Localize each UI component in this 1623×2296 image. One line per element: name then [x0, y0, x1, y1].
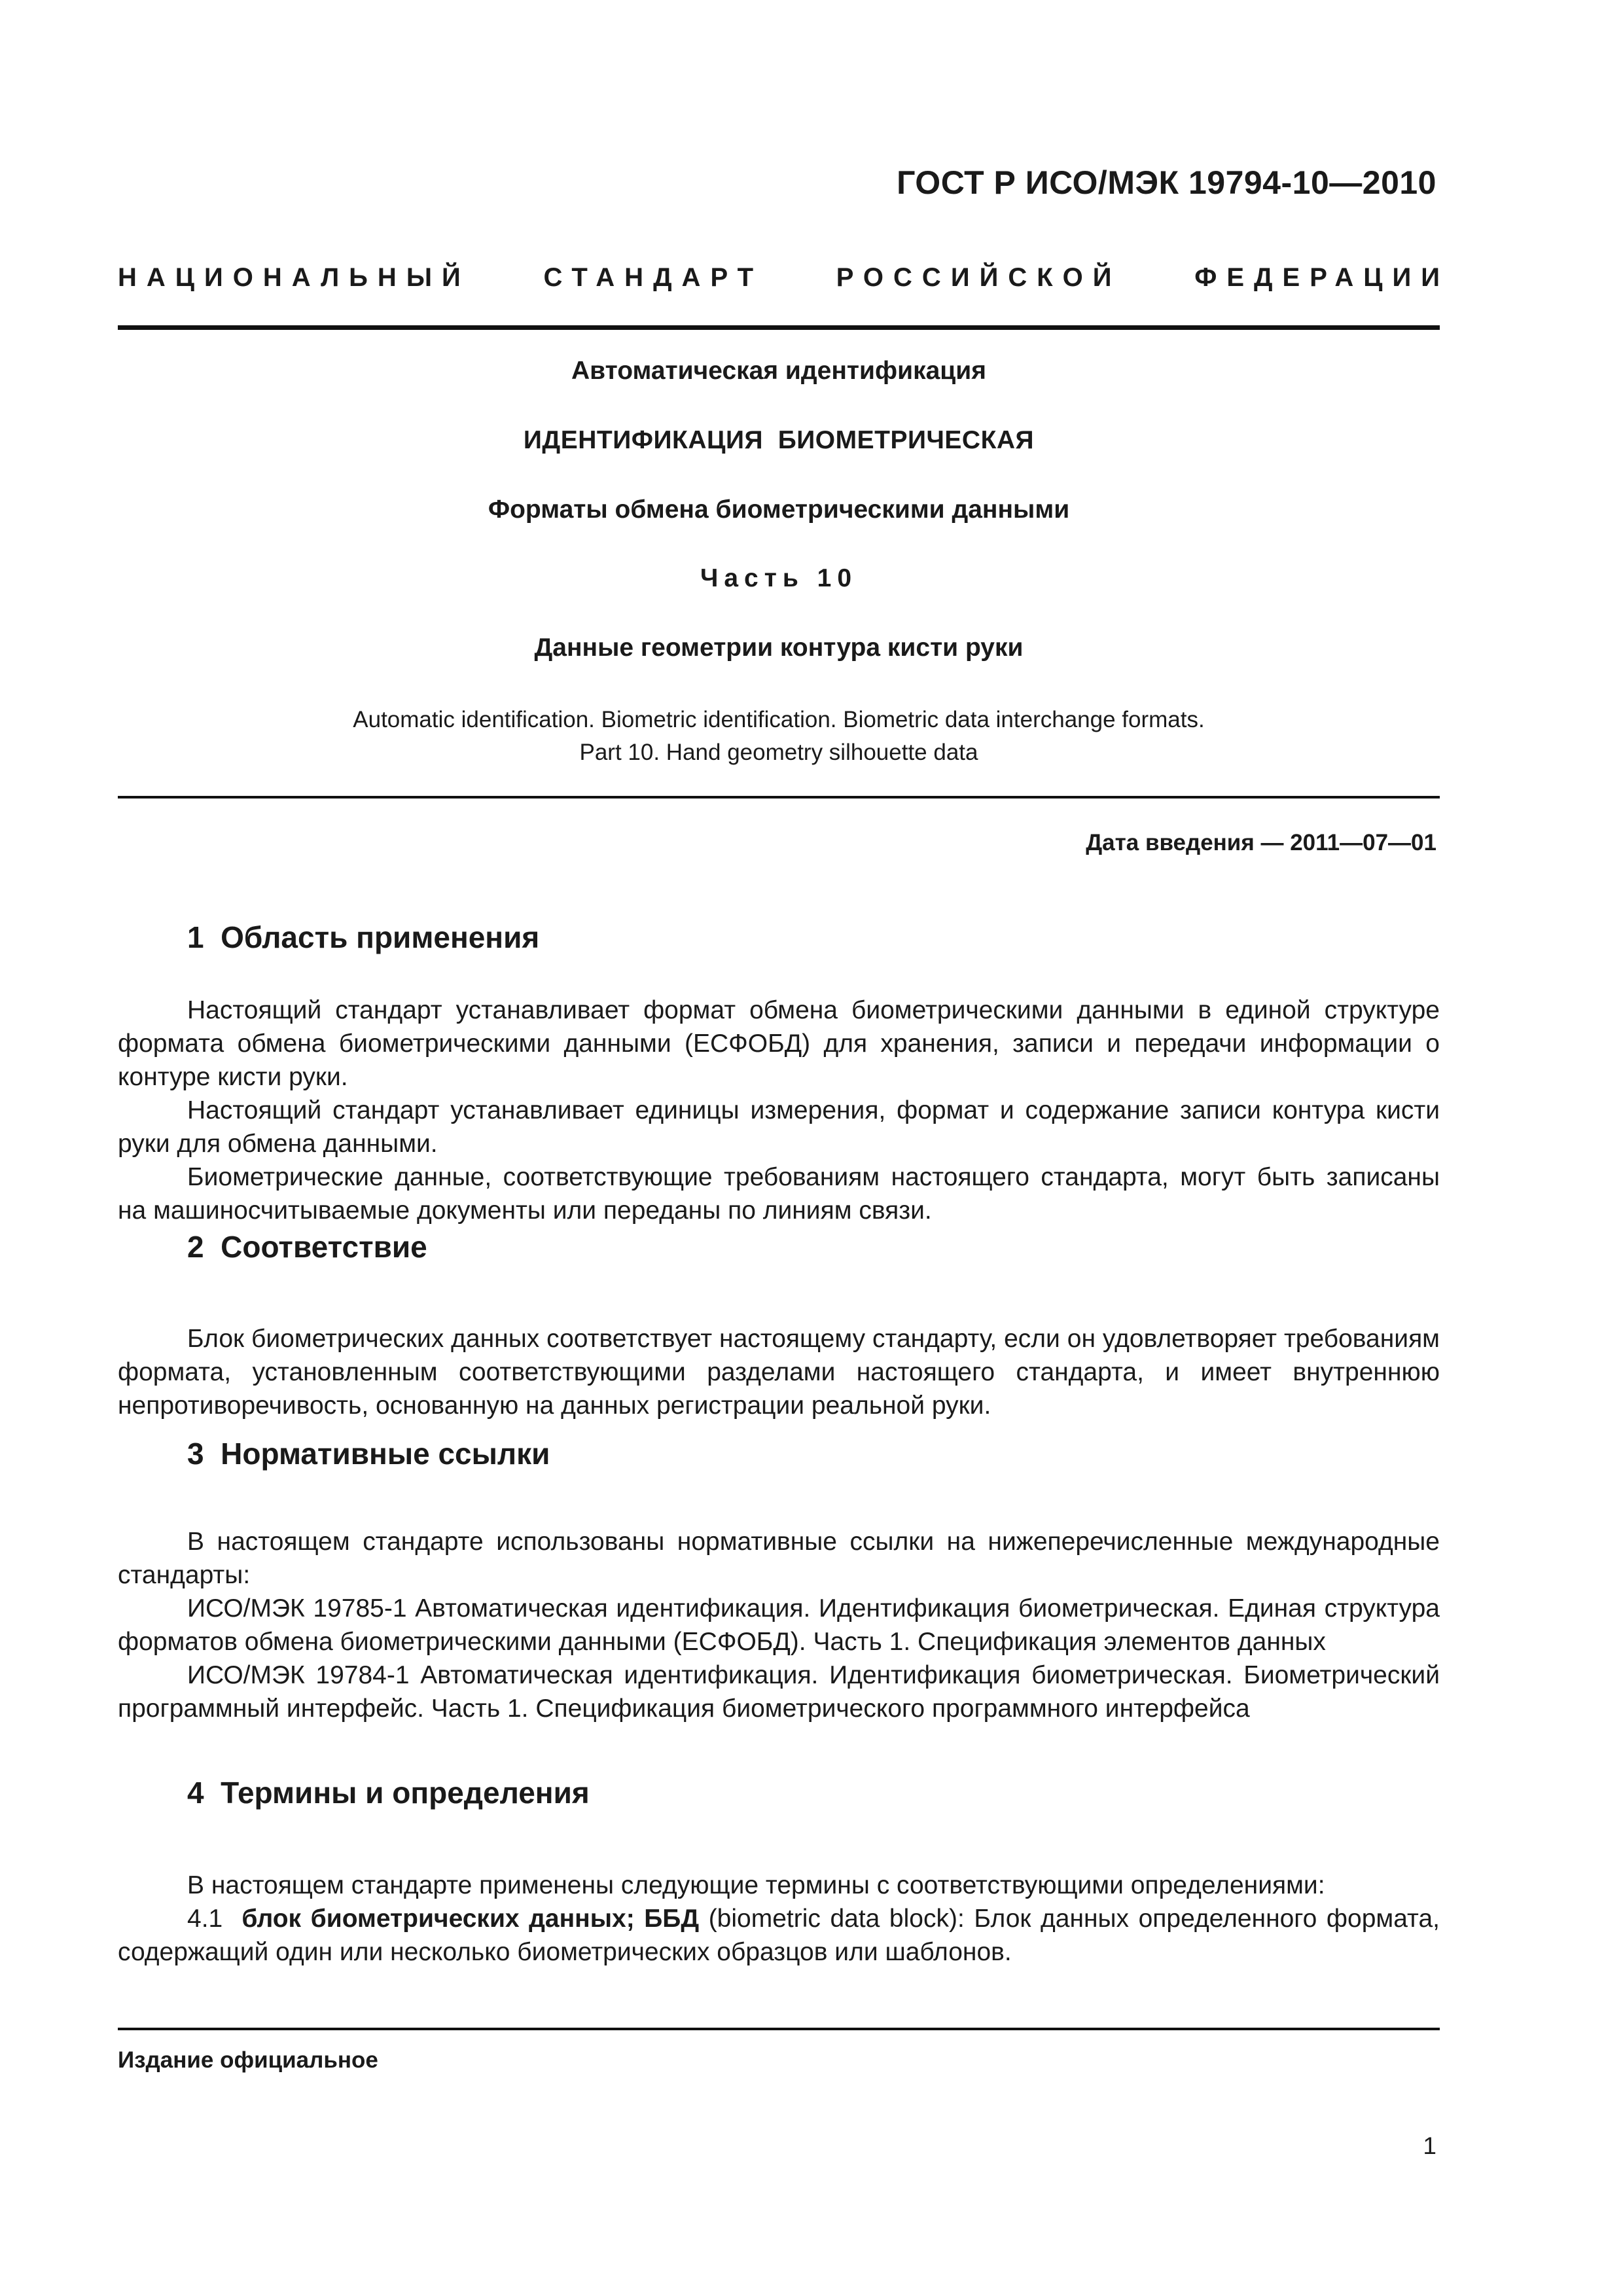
section-heading: 2 Соответствие [187, 1230, 427, 1264]
term-text: Блок данных определенного формата, содержащий один или несколько биометрических образцов или шаблонов. [118, 1905, 1440, 1966]
paragraph: Блок биометрических данных соответствует настоящему стандарту, если он удовлетворяет требованиям формата, установленным соответствующими разделами настоящего стандарта, и имеет внутреннюю непротиворечивость, основанную на данных регистрации реальной руки. [118, 1325, 1440, 1420]
paragraph: Биометрические данные, соответствующие требованиям настоящего стандарта, могут быть записаны на машиносчитываемые документы или переданы по линиям связи. [118, 1163, 1440, 1225]
paragraph: В настоящем стандарте использованы нормативные ссылки на нижеперечисленные международные стандарты: [118, 1528, 1440, 1589]
official-edition-label: Издание официальное [118, 2047, 378, 2073]
section-heading: 3 Нормативные ссылки [187, 1437, 550, 1471]
title-formats: Форматы обмена биометрическими данными [488, 495, 1070, 524]
paragraph: Настоящий стандарт устанавливает формат обмена биометрическими данными в единой структуре формата обмена биометрическими данными (ЕСФОБД) для хранения, записи и передачи информации о контуре кисти руки. [118, 996, 1440, 1091]
title-subtitle: Данные геометрии контура кисти руки [534, 634, 1024, 662]
top-divider [118, 325, 1440, 330]
title-part: Часть 10 [700, 564, 858, 592]
term-english: (biometric data block): [708, 1905, 965, 1933]
section-body [118, 1869, 1440, 1969]
term-number: 4.1 [187, 1905, 223, 1933]
paragraph: В настоящем стандарте применены следующие термины с соответствующими определениями: [187, 1871, 1325, 1899]
title-english [118, 704, 1440, 769]
document-designation: ГОСТ Р ИСО/МЭК 19794-10—2010 [897, 164, 1436, 201]
title-spec: ИДЕНТИФИКАЦИЯ БИОМЕТРИЧЕСКАЯ [523, 426, 1035, 454]
title-divider [118, 796, 1440, 798]
section-heading: 1 Область применения [187, 920, 540, 954]
section-heading: 4 Термины и определения [187, 1776, 590, 1810]
footer-divider [118, 2028, 1440, 2030]
banner-word: ФЕДЕРАЦИИ [1194, 263, 1450, 292]
banner-word: СТАНДАРТ [543, 263, 764, 292]
term-definition [118, 1902, 1440, 1969]
title-english-line: Part 10. Hand geometry silhouette data [579, 740, 978, 765]
page-number: 1 [1423, 2132, 1436, 2159]
introduction-date: Дата введения — 2011—07—01 [1086, 830, 1436, 855]
title-english-line: Automatic identification. Biometric identification. Biometric data interchange formats. [353, 707, 1205, 732]
title-area: Автоматическая идентификация [571, 357, 986, 385]
section-body [118, 1525, 1440, 1725]
section-body [118, 1322, 1440, 1422]
section-body [118, 994, 1440, 1227]
national-standard-banner [118, 263, 1450, 293]
normative-reference: ИСО/МЭК 19785-1 Автоматическая идентификация. Идентификация биометрическая. Единая структура форматов обмена биометрическими данными (ЕСФОБД). Часть 1. Спецификация элементов данных [118, 1594, 1440, 1656]
normative-reference: ИСО/МЭК 19784-1 Автоматическая идентификация. Идентификация биометрическая. Биометрический программный интерфейс. Часть 1. Спецификация биометрического программного интерфейса [118, 1661, 1440, 1723]
paragraph: Настоящий стандарт устанавливает единицы измерения, формат и содержание записи контура кисти руки для обмена данными. [118, 1096, 1440, 1158]
banner-word: НАЦИОНАЛЬНЫЙ [118, 263, 471, 292]
term-name: блок биометрических данных; ББД [241, 1905, 700, 1933]
banner-word: РОССИЙСКОЙ [836, 263, 1122, 292]
